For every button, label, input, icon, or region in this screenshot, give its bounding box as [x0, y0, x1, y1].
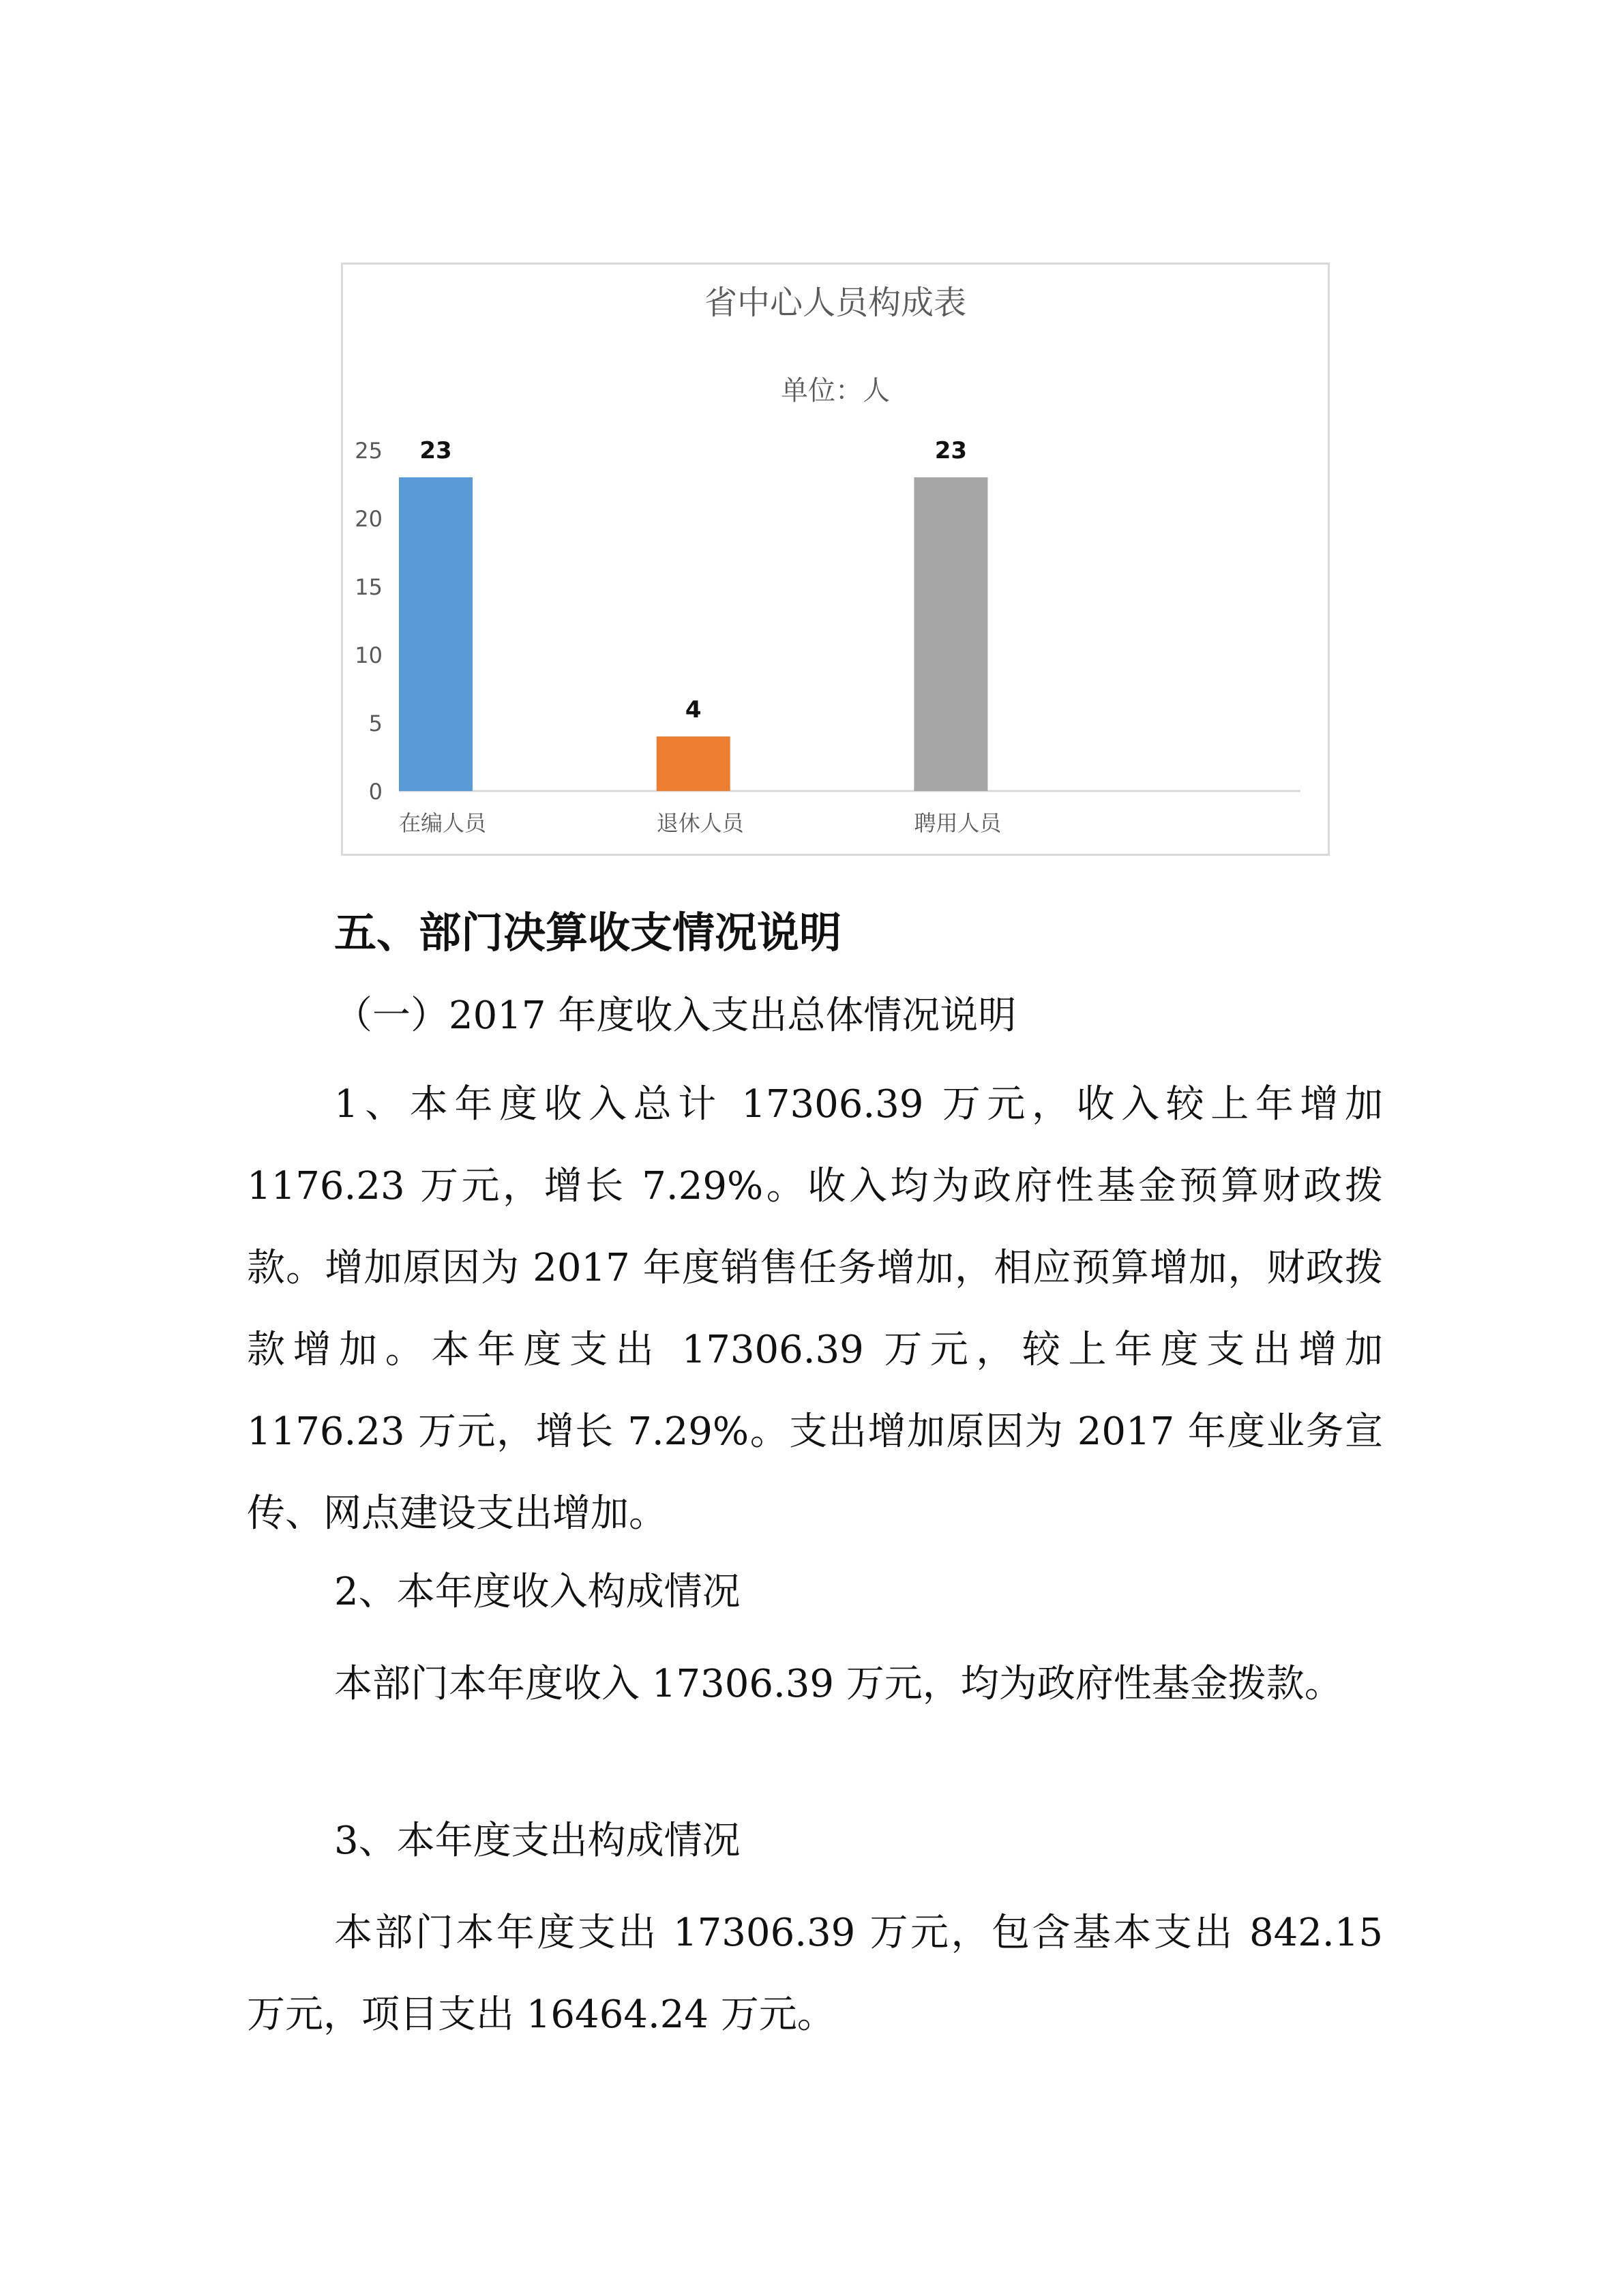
- chart-title: 省中心人员构成表: [704, 284, 967, 322]
- y-tick-label: 15: [355, 574, 383, 600]
- staff-composition-chart: [341, 263, 1330, 856]
- y-tick-label: 25: [355, 438, 383, 464]
- bar-2: [657, 736, 730, 791]
- data-label: 23: [934, 437, 968, 464]
- bar-3: [914, 477, 987, 791]
- y-tick-label: 0: [368, 779, 383, 805]
- sub-heading: （一）2017 年度收入支出总体情况说明: [334, 994, 1017, 1038]
- x-tick-label: 退休人员: [656, 810, 744, 836]
- y-tick-label: 20: [355, 506, 383, 532]
- bar-1: [399, 477, 473, 791]
- chart-svg: [343, 265, 1328, 854]
- x-tick-label: 聘用人员: [914, 810, 1002, 836]
- chart-subtitle: 单位：人: [781, 375, 890, 406]
- data-label: 4: [685, 696, 702, 724]
- item-3-title: 3、本年度支出构成情况: [334, 1819, 741, 1863]
- data-label: 23: [419, 437, 452, 464]
- section-heading: 五、部门决算收支情况说明: [334, 908, 842, 957]
- y-axis-ticks: [355, 438, 383, 805]
- paragraph-1: 1、本年度收入总计 17306.39 万元，收入较上年增加 1176.23 万元，增长 7.29%。收入均为政府性基金预算财政拨款。增加原因为 2017 年度销售任务增加，相应预算增加，财政拨款增加。本年度支出 17306.39 万元，较上年度支出增加 1176.23 万元，增长 7.29%。支出增加原因为 2017 年度业务宣传、网点建设支出增加。: [247, 1082, 1383, 1536]
- x-axis-labels: [399, 810, 1002, 836]
- bars: [399, 437, 987, 791]
- y-tick-label: 5: [368, 711, 383, 736]
- item-3-body: 本部门本年度支出 17306.39 万元，包含基本支出 842.15 万元，项目支出 16464.24 万元。: [247, 1911, 1383, 2037]
- item-2-title: 2、本年度收入构成情况: [334, 1570, 741, 1614]
- item-2-body: 本部门本年度收入 17306.39 万元，均为政府性基金拨款。: [334, 1662, 1343, 1706]
- y-tick-label: 10: [355, 642, 383, 668]
- x-tick-label: 在编人员: [399, 810, 487, 836]
